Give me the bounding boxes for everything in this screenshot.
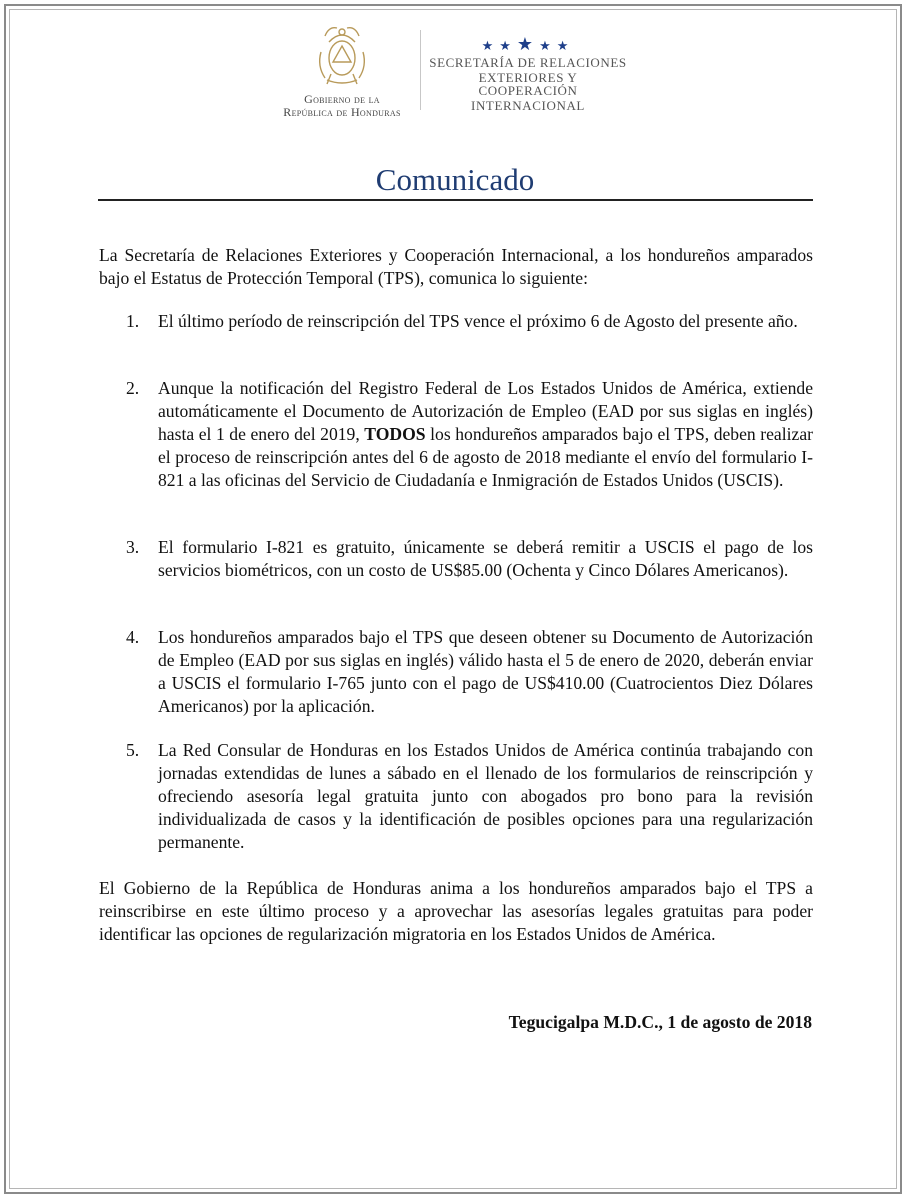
secretaria-line1: SECRETARÍA DE RELACIONES [429,55,627,70]
government-logo-line1: Gobierno de la [304,92,380,106]
list-item-text [158,377,813,492]
list-item-text: La Red Consular de Honduras en los Estados Unidos de América continúa trabajando con jornadas extendidas de lunes a sábado en el llenado de los formularios de reinscripción y ofreciendo asesoría legal gratuita junto con abogados pro bono para la revisión individualizada de casos y la identificación de posibles opciones para una regularización permanente. [158,740,813,852]
list-item-text: El último período de reinscripción del TPS vence el próximo 6 de Agosto del presente año. [158,311,798,331]
title-underline [98,199,813,201]
closing-paragraph: El Gobierno de la República de Honduras anima a los hondureños amparados bajo el TPS a reinscribirse en este último proceso y a aprovechar las asesorías legales gratuitas para poder identificar las opciones de regularización migratoria en los Estados Unidos de América. [99,878,813,944]
page-title: Comunicado [375,162,535,197]
list-item-number: 5. [126,740,140,760]
logo-divider [420,30,421,110]
list-item-text-part: Aunque la notificación del Registro Federal de Los Estados Unidos de América, extiende automáticamente el Documento de Autorización de Empleo (EAD por sus siglas en inglés) hasta el 1 de enero del 2019, [158,378,813,444]
list-item-number: 3. [126,537,140,557]
list-item-text: El formulario I-821 es gratuito, únicamente se deberá remitir a USCIS el pago de los servicios biométricos, con un costo de US$85.00 (Ochenta y Cinco Dólares Americanos). [158,537,813,580]
government-logo-line2: República de Honduras [283,105,401,119]
intro-paragraph: La Secretaría de Relaciones Exteriores y Cooperación Internacional, a los hondureños amparados bajo el Estatus de Protección Temporal (TPS), comunica lo siguiente: [99,245,813,288]
secretaria-line3: INTERNACIONAL [471,98,585,113]
government-logo [272,22,412,122]
list-item-text: Los hondureños amparados bajo el TPS que deseen obtener su Documento de Autorización de Empleo (EAD por sus siglas en inglés) válido hasta el 5 de enero de 2020, deberán enviar a USCIS el formulario I-765 junto con el pago de US$410.00 (Cuatrocientos Diez Dólares Americanos) por la aplicación. [158,627,813,716]
list-item-number: 4. [126,627,140,647]
list-item-number: 1. [126,311,140,331]
list-item-text-part: los hondureños amparados bajo el TPS, deben realizar el proceso de reinscripción antes del 6 de agosto de 2018 mediante el envío del formulario I-821 a las oficinas del Servicio de Ciudadanía e Inmigración de Estados Unidos (USCIS). [158,424,813,490]
secretaria-logo [428,36,628,112]
place-and-date: Tegucigalpa M.D.C., 1 de agosto de 2018 [508,1012,812,1032]
five-stars-icon: ★★★★★ [481,34,575,54]
secretaria-line2: EXTERIORES Y COOPERACIÓN [478,70,578,98]
emphasis-todos: TODOS [364,424,426,444]
list-item-number: 2. [126,378,140,398]
coat-of-arms-icon [307,22,377,88]
